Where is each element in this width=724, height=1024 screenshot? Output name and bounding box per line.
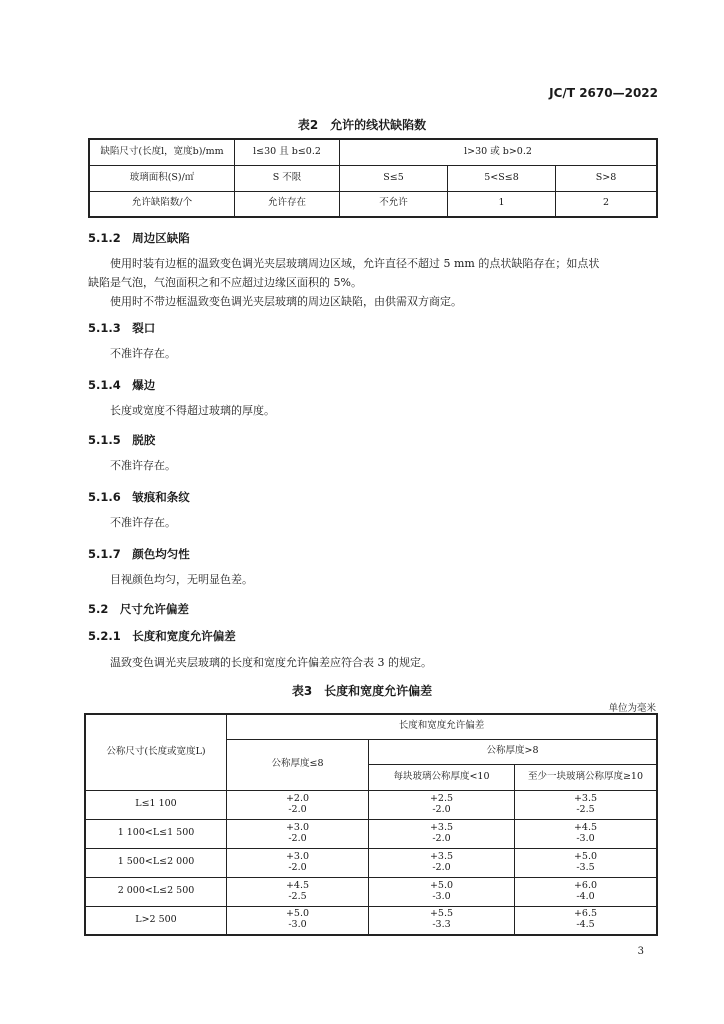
table3-row-lt10 bbox=[369, 848, 515, 877]
section-5-2-1-heading: 5.2.1 长度和宽度允许偏差 bbox=[88, 629, 236, 643]
table3-row-ge10 bbox=[515, 877, 658, 906]
table3-row-lt10 bbox=[369, 906, 515, 935]
table3-row-le8 bbox=[227, 819, 369, 848]
section-5-1-7-heading: 5.1.7 颜色均匀性 bbox=[88, 547, 190, 561]
value-lower: -3.0 bbox=[576, 832, 595, 844]
table3-row-size: L>2 500 bbox=[85, 906, 227, 935]
table3-row-lt10 bbox=[369, 819, 515, 848]
table2-row3-c2: 不允许 bbox=[340, 191, 448, 217]
table3-title: 表3 长度和宽度允许偏差 bbox=[291, 684, 433, 698]
section-5-1-7-body: 目视颜色均匀，无明显色差。 bbox=[110, 573, 253, 586]
standard-code: JC/T 2670—2022 bbox=[549, 86, 658, 100]
table2-row-area bbox=[89, 165, 657, 191]
table3-header-row-1 bbox=[85, 714, 657, 739]
table2-row-defect-size bbox=[89, 139, 657, 165]
table3-row-ge10 bbox=[515, 819, 658, 848]
section-5-1-5-body: 不准许存在。 bbox=[110, 459, 176, 472]
value-lower: -2.0 bbox=[432, 803, 451, 815]
table2-row2-c4: S>8 bbox=[556, 165, 658, 191]
table-row bbox=[85, 819, 657, 848]
section-5-1-5-text bbox=[88, 456, 658, 475]
table3 bbox=[84, 713, 658, 936]
value-upper: +2.5 bbox=[429, 792, 454, 804]
section-5-1-2-line-2: 缺陷是气泡，气泡面积之和不应超过边缘区面积的 5%。 bbox=[88, 276, 362, 289]
value-upper: +3.0 bbox=[285, 850, 310, 862]
table2-row3-c4: 2 bbox=[556, 191, 658, 217]
table3-row-size: L≤1 100 bbox=[85, 790, 227, 819]
table3-head-each-lt10: 每块玻璃公称厚度<10 bbox=[369, 764, 515, 790]
table3-row-size: 1 500<L≤2 000 bbox=[85, 848, 227, 877]
value-lower: -2.5 bbox=[576, 803, 595, 815]
table-row bbox=[85, 790, 657, 819]
table3-unit: 单位为毫米 bbox=[608, 703, 656, 714]
table2-row-allowed bbox=[89, 191, 657, 217]
section-5-1-3-heading: 5.1.3 裂口 bbox=[88, 321, 156, 335]
table3-head-one-ge10: 至少一块玻璃公称厚度≥10 bbox=[515, 764, 658, 790]
value-lower: -4.0 bbox=[576, 890, 595, 902]
value-upper: +5.0 bbox=[573, 850, 598, 862]
table3-head-le8: 公称厚度≤8 bbox=[227, 739, 369, 790]
section-5-1-2-p2-text: 使用时不带边框温致变色调光夹层玻璃的周边区缺陷，由供需双方商定。 bbox=[110, 295, 462, 308]
value-lower: -2.0 bbox=[288, 861, 307, 873]
table2-row1-label: 缺陷尺寸(长度l，宽度b)/mm bbox=[89, 139, 235, 165]
value-upper: +6.0 bbox=[573, 879, 598, 891]
table3-row-le8 bbox=[227, 877, 369, 906]
value-lower: -3.0 bbox=[432, 890, 451, 902]
value-lower: -3.5 bbox=[576, 861, 595, 873]
table-row bbox=[85, 906, 657, 935]
table2-row2-label: 玻璃面积(S)/㎡ bbox=[89, 165, 235, 191]
section-5-1-2-paragraph-2 bbox=[88, 292, 658, 311]
table2-row1-c2: l>30 或 b>0.2 bbox=[340, 139, 658, 165]
section-5-2-heading: 5.2 尺寸允许偏差 bbox=[88, 602, 189, 616]
table2-title: 表2 允许的线状缺陷数 bbox=[297, 118, 427, 132]
table3-row-lt10 bbox=[369, 790, 515, 819]
table2-row2-c1: S 不限 bbox=[235, 165, 340, 191]
table3-head-gt8: 公称厚度>8 bbox=[369, 739, 658, 764]
value-upper: +4.5 bbox=[285, 879, 310, 891]
table3-row-ge10 bbox=[515, 790, 658, 819]
table3-row-le8 bbox=[227, 848, 369, 877]
value-lower: -2.0 bbox=[432, 832, 451, 844]
table-row bbox=[85, 848, 657, 877]
table3-row-ge10 bbox=[515, 906, 658, 935]
section-5-1-3-body: 不准许存在。 bbox=[110, 347, 176, 360]
section-5-2-1-text bbox=[88, 653, 658, 672]
table3-head-nominal: 公称尺寸(长度或宽度L) bbox=[85, 714, 227, 790]
table3-head-deviation: 长度和宽度允许偏差 bbox=[227, 714, 658, 739]
section-5-1-6-body: 不准许存在。 bbox=[110, 516, 176, 529]
section-5-1-6-text bbox=[88, 513, 658, 532]
value-lower: -2.0 bbox=[288, 832, 307, 844]
table2-row1-c1: l≤30 且 b≤0.2 bbox=[235, 139, 340, 165]
section-5-1-6-heading: 5.1.6 皱痕和条纹 bbox=[88, 490, 190, 504]
section-5-1-2-paragraph-1 bbox=[88, 254, 658, 292]
value-upper: +3.5 bbox=[429, 821, 454, 833]
table3-row-size: 2 000<L≤2 500 bbox=[85, 877, 227, 906]
table3-row-le8 bbox=[227, 906, 369, 935]
value-upper: +2.0 bbox=[285, 792, 310, 804]
value-lower: -3.0 bbox=[288, 919, 307, 931]
value-lower: -2.0 bbox=[432, 861, 451, 873]
value-lower: -4.5 bbox=[576, 919, 595, 931]
table2 bbox=[88, 138, 658, 218]
table2-row3-c3: 1 bbox=[448, 191, 556, 217]
section-5-1-5-heading: 5.1.5 脱胶 bbox=[88, 433, 156, 447]
value-upper: +6.5 bbox=[573, 908, 598, 920]
table3-row-le8 bbox=[227, 790, 369, 819]
table3-row-lt10 bbox=[369, 877, 515, 906]
table2-row2-c3: 5<S≤8 bbox=[448, 165, 556, 191]
table2-row3-c1: 允许存在 bbox=[235, 191, 340, 217]
section-5-1-4-text bbox=[88, 401, 658, 420]
value-upper: +5.5 bbox=[429, 908, 454, 920]
value-upper: +3.5 bbox=[573, 792, 598, 804]
value-upper: +5.0 bbox=[429, 879, 454, 891]
table3-row-size: 1 100<L≤1 500 bbox=[85, 819, 227, 848]
value-lower: -3.3 bbox=[432, 919, 451, 931]
table2-row3-label: 允许缺陷数/个 bbox=[89, 191, 235, 217]
value-lower: -2.0 bbox=[288, 803, 307, 815]
value-upper: +4.5 bbox=[573, 821, 598, 833]
value-upper: +5.0 bbox=[285, 908, 310, 920]
page-number: 3 bbox=[637, 946, 644, 957]
value-lower: -2.5 bbox=[288, 890, 307, 902]
value-upper: +3.0 bbox=[285, 821, 310, 833]
section-5-1-4-body: 长度或宽度不得超过玻璃的厚度。 bbox=[110, 404, 275, 417]
value-upper: +3.5 bbox=[429, 850, 454, 862]
section-5-1-4-heading: 5.1.4 爆边 bbox=[88, 378, 156, 392]
section-5-1-3-text bbox=[88, 344, 658, 363]
section-5-2-1-body: 温致变色调光夹层玻璃的长度和宽度允许偏差应符合表 3 的规定。 bbox=[110, 656, 432, 669]
table-row bbox=[85, 877, 657, 906]
section-5-1-2-heading: 5.1.2 周边区缺陷 bbox=[88, 231, 190, 245]
section-5-1-2-line-1: 使用时装有边框的温致变色调光夹层玻璃周边区域，允许直径不超过 5 mm 的点状缺陷存在；如点状 bbox=[110, 257, 600, 270]
section-5-1-7-text bbox=[88, 570, 658, 589]
table2-row2-c2: S≤5 bbox=[340, 165, 448, 191]
table3-row-ge10 bbox=[515, 848, 658, 877]
